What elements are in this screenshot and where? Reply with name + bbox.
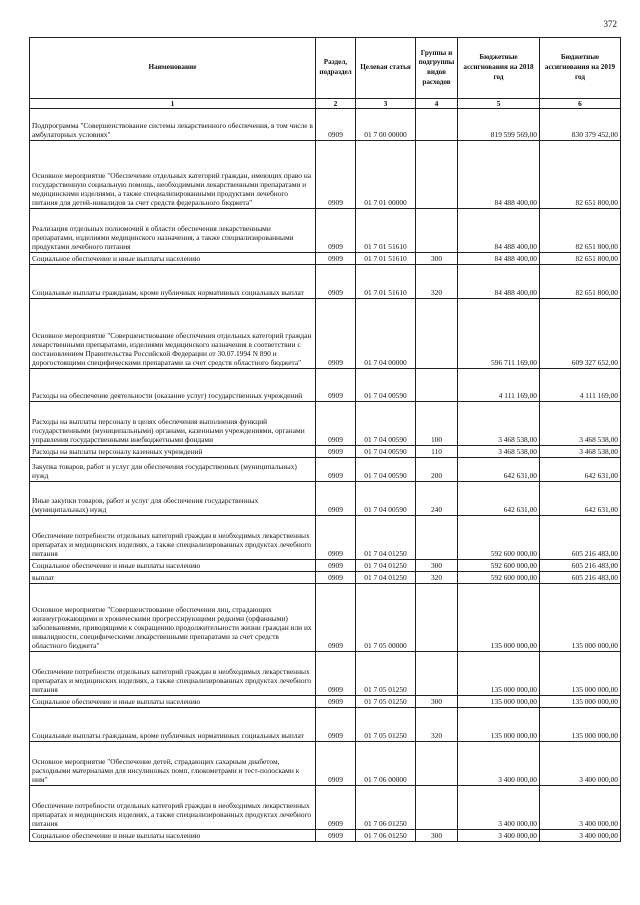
budget-table	[29, 37, 621, 842]
row-name: Социальное обеспечение и иные выплаты населению	[30, 560, 316, 572]
column-index: 4	[416, 99, 458, 109]
row-section: 0909	[316, 141, 356, 209]
row-2019: 82 651 800,00	[540, 253, 621, 265]
table-row	[30, 141, 621, 209]
row-name: Обеспечение потребности отдельных категорий граждан в необходимых лекарственных препаратах и медицинских изделиях, а также специализированных продуктах лечебного питания	[30, 652, 316, 696]
row-group: 110	[416, 446, 458, 458]
row-2019: 135 000 000,00	[540, 652, 621, 696]
row-2019: 642 631,00	[540, 482, 621, 516]
row-name: Обеспечение потребности отдельных категорий граждан в необходимых лекарственных препаратах и медицинских изделиях, а также специализированных продуктах лечебного питания	[30, 516, 316, 560]
table-row	[30, 516, 621, 560]
row-2018: 84 488 400,00	[458, 265, 540, 299]
table-row	[30, 253, 621, 265]
table-row	[30, 482, 621, 516]
row-2018: 135 000 000,00	[458, 696, 540, 708]
row-target: 01 7 04 01250	[356, 516, 416, 560]
row-group	[416, 652, 458, 696]
row-name: Обеспечение потребности отдельных категорий граждан в необходимых лекарственных препаратах и медицинских изделиях, а также специализированных продуктах лечебного питания	[30, 786, 316, 830]
row-group: 100	[416, 402, 458, 446]
row-target: 01 7 04 00590	[356, 458, 416, 482]
row-name: выплат	[30, 572, 316, 584]
row-2019: 4 111 169,00	[540, 369, 621, 402]
row-name: Социальные выплаты гражданам, кроме публичных нормативных социальных выплат	[30, 265, 316, 299]
row-target: 01 7 04 00590	[356, 402, 416, 446]
row-2019: 3 468 538,00	[540, 446, 621, 458]
table-row	[30, 708, 621, 742]
row-2018: 592 600 000,00	[458, 516, 540, 560]
header-name: Наименование	[30, 38, 316, 99]
header-section: Раздел, подраздел	[316, 38, 356, 99]
row-target: 01 7 04 00590	[356, 369, 416, 402]
row-name: Социальное обеспечение и иные выплаты населению	[30, 830, 316, 842]
row-2018: 3 468 538,00	[458, 446, 540, 458]
row-section: 0909	[316, 446, 356, 458]
row-target: 01 7 00 00000	[356, 109, 416, 141]
row-name: Основное мероприятие "Совершенствование обеспечения лиц, страдающих жизнеугрожающими и хроническими прогрессирующими редкими (орфанными) заболеваниями, приводящими к сокращению продолжительности жизни граждан или их инвалидности, специфическими лекарственными препаратами за счет средств областного бюджета"	[30, 584, 316, 652]
row-target: 01 7 05 01250	[356, 708, 416, 742]
row-target: 01 7 06 01250	[356, 830, 416, 842]
table-row	[30, 109, 621, 141]
row-name: Основное мероприятие "Обеспечение отдельных категорий граждан, имеющих право на государственную социальную помощь, необходимыми лекарственными препаратами и медицинскими изделиями, а также специализированными продуктами лечебного питания для детей-инвалидов за счет средств федерального бюджета"	[30, 141, 316, 209]
row-name: Основное мероприятие "Совершенствование обеспечения отдельных категорий граждан лекарственными препаратами, изделиями медицинского назначения в соответствии с постановлением Правительства Российской Федерации от 30.07.1994 N 890 и дорогостоящими специфическими препаратами за счет средств областного бюджета"	[30, 299, 316, 369]
row-2019: 605 216 483,00	[540, 516, 621, 560]
table-row	[30, 446, 621, 458]
row-2019: 135 000 000,00	[540, 584, 621, 652]
row-target: 01 7 04 00590	[356, 446, 416, 458]
row-name: Иные закупки товаров, работ и услуг для обеспечения государственных (муниципальных) нужд	[30, 482, 316, 516]
row-group: 320	[416, 572, 458, 584]
row-group	[416, 742, 458, 786]
row-2018: 84 488 400,00	[458, 209, 540, 253]
row-name: Реализация отдельных полномочий в области обеспечения лекарственными препаратами, изделиями медицинского назначения, а также специализированными продуктами лечебного питания	[30, 209, 316, 253]
row-group	[416, 141, 458, 209]
row-2018: 3 400 000,00	[458, 830, 540, 842]
column-index: 2	[316, 99, 356, 109]
row-name: Закупка товаров, работ и услуг для обеспечения государственных (муниципальных) нужд	[30, 458, 316, 482]
row-target: 01 7 01 51610	[356, 265, 416, 299]
row-group	[416, 369, 458, 402]
header-2019: Бюджетные ассигнования на 2019 год	[540, 38, 621, 99]
row-2019: 3 400 000,00	[540, 786, 621, 830]
table-row	[30, 458, 621, 482]
row-2019: 3 400 000,00	[540, 742, 621, 786]
row-2018: 3 400 000,00	[458, 786, 540, 830]
table-row	[30, 584, 621, 652]
table-row	[30, 830, 621, 842]
row-name: Социальное обеспечение и иные выплаты населению	[30, 253, 316, 265]
row-section: 0909	[316, 560, 356, 572]
row-2018: 3 468 538,00	[458, 402, 540, 446]
header-row	[30, 38, 621, 99]
row-section: 0909	[316, 109, 356, 141]
row-group	[416, 584, 458, 652]
table-row	[30, 402, 621, 446]
row-group: 240	[416, 482, 458, 516]
row-section: 0909	[316, 482, 356, 516]
row-target: 01 7 04 00000	[356, 299, 416, 369]
row-2019: 135 000 000,00	[540, 708, 621, 742]
row-target: 01 7 04 01250	[356, 572, 416, 584]
row-section: 0909	[316, 742, 356, 786]
row-group: 300	[416, 253, 458, 265]
row-2018: 135 000 000,00	[458, 652, 540, 696]
row-target: 01 7 01 51610	[356, 209, 416, 253]
row-target: 01 7 05 01250	[356, 696, 416, 708]
row-section: 0909	[316, 516, 356, 560]
row-2019: 3 468 538,00	[540, 402, 621, 446]
row-section: 0909	[316, 458, 356, 482]
row-target: 01 7 06 00000	[356, 742, 416, 786]
row-group	[416, 786, 458, 830]
row-2019: 135 000 000,00	[540, 696, 621, 708]
row-2018: 592 600 000,00	[458, 572, 540, 584]
header-target: Целевая статья	[356, 38, 416, 99]
row-2019: 609 327 652,00	[540, 299, 621, 369]
row-2019: 82 651 800,00	[540, 265, 621, 299]
table-row	[30, 265, 621, 299]
table-row	[30, 572, 621, 584]
row-section: 0909	[316, 786, 356, 830]
row-section: 0909	[316, 209, 356, 253]
table-row	[30, 786, 621, 830]
row-target: 01 7 05 01250	[356, 652, 416, 696]
row-target: 01 7 06 01250	[356, 786, 416, 830]
row-2018: 135 000 000,00	[458, 708, 540, 742]
row-name: Подпрограмма "Совершенствование системы лекарственного обеспечения, в том числе в амбулаторных условиях"	[30, 109, 316, 141]
row-group: 300	[416, 696, 458, 708]
row-2018: 4 111 169,00	[458, 369, 540, 402]
row-2018: 596 711 169,00	[458, 299, 540, 369]
row-group: 300	[416, 560, 458, 572]
row-target: 01 7 05 00000	[356, 584, 416, 652]
row-target: 01 7 01 51610	[356, 253, 416, 265]
row-section: 0909	[316, 572, 356, 584]
row-section: 0909	[316, 652, 356, 696]
row-group: 300	[416, 830, 458, 842]
column-index-row	[30, 99, 621, 109]
row-name: Расходы на выплаты персоналу казенных учреждений	[30, 446, 316, 458]
row-name: Социальные выплаты гражданам, кроме публичных нормативных социальных выплат	[30, 708, 316, 742]
row-group: 200	[416, 458, 458, 482]
row-group	[416, 516, 458, 560]
row-target: 01 7 04 00590	[356, 482, 416, 516]
column-index: 5	[458, 99, 540, 109]
row-2018: 135 000 000,00	[458, 584, 540, 652]
column-index: 3	[356, 99, 416, 109]
row-target: 01 7 04 01250	[356, 560, 416, 572]
row-2019: 82 651 800,00	[540, 141, 621, 209]
row-section: 0909	[316, 402, 356, 446]
table-row	[30, 299, 621, 369]
row-group: 320	[416, 265, 458, 299]
row-name: Расходы на выплаты персоналу в целях обеспечения выполнения функций государственными (муниципальными) органами, казенными учреждениями, органами управления государственными внебюджетными фондами	[30, 402, 316, 446]
row-group	[416, 109, 458, 141]
column-index: 6	[540, 99, 621, 109]
row-target: 01 7 01 00000	[356, 141, 416, 209]
row-section: 0909	[316, 830, 356, 842]
row-2018: 84 488 400,00	[458, 141, 540, 209]
table-row	[30, 560, 621, 572]
row-section: 0909	[316, 708, 356, 742]
column-index: 1	[30, 99, 316, 109]
row-section: 0909	[316, 696, 356, 708]
row-2019: 605 216 483,00	[540, 572, 621, 584]
row-section: 0909	[316, 299, 356, 369]
row-2019: 605 216 483,00	[540, 560, 621, 572]
header-group: Группы и подгруппы видов расходов	[416, 38, 458, 99]
row-group	[416, 209, 458, 253]
row-section: 0909	[316, 584, 356, 652]
row-name: Социальное обеспечение и иные выплаты населению	[30, 696, 316, 708]
row-2019: 830 379 452,00	[540, 109, 621, 141]
header-2018: Бюджетные ассигнования на 2018 год	[458, 38, 540, 99]
row-section: 0909	[316, 253, 356, 265]
row-2018: 642 631,00	[458, 458, 540, 482]
row-name: Основное мероприятие "Обеспечение детей, страдающих сахарным диабетом, расходными материалами для инсулиновых помп, глюкометрами и тест-полосками к ним"	[30, 742, 316, 786]
row-section: 0909	[316, 369, 356, 402]
table-row	[30, 742, 621, 786]
row-section: 0909	[316, 265, 356, 299]
row-2019: 3 400 000,00	[540, 830, 621, 842]
row-2018: 819 599 569,00	[458, 109, 540, 141]
row-2018: 592 600 000,00	[458, 560, 540, 572]
row-group	[416, 299, 458, 369]
row-2019: 82 651 800,00	[540, 209, 621, 253]
row-name: Расходы на обеспечение деятельности (оказание услуг) государственных учреждений	[30, 369, 316, 402]
table-row	[30, 369, 621, 402]
table-row	[30, 652, 621, 696]
table-row	[30, 696, 621, 708]
row-2018: 642 631,00	[458, 482, 540, 516]
row-2018: 3 400 000,00	[458, 742, 540, 786]
table-row	[30, 209, 621, 253]
row-group: 320	[416, 708, 458, 742]
page-number: 372	[603, 19, 617, 29]
row-2019: 642 631,00	[540, 458, 621, 482]
row-2018: 84 488 400,00	[458, 253, 540, 265]
